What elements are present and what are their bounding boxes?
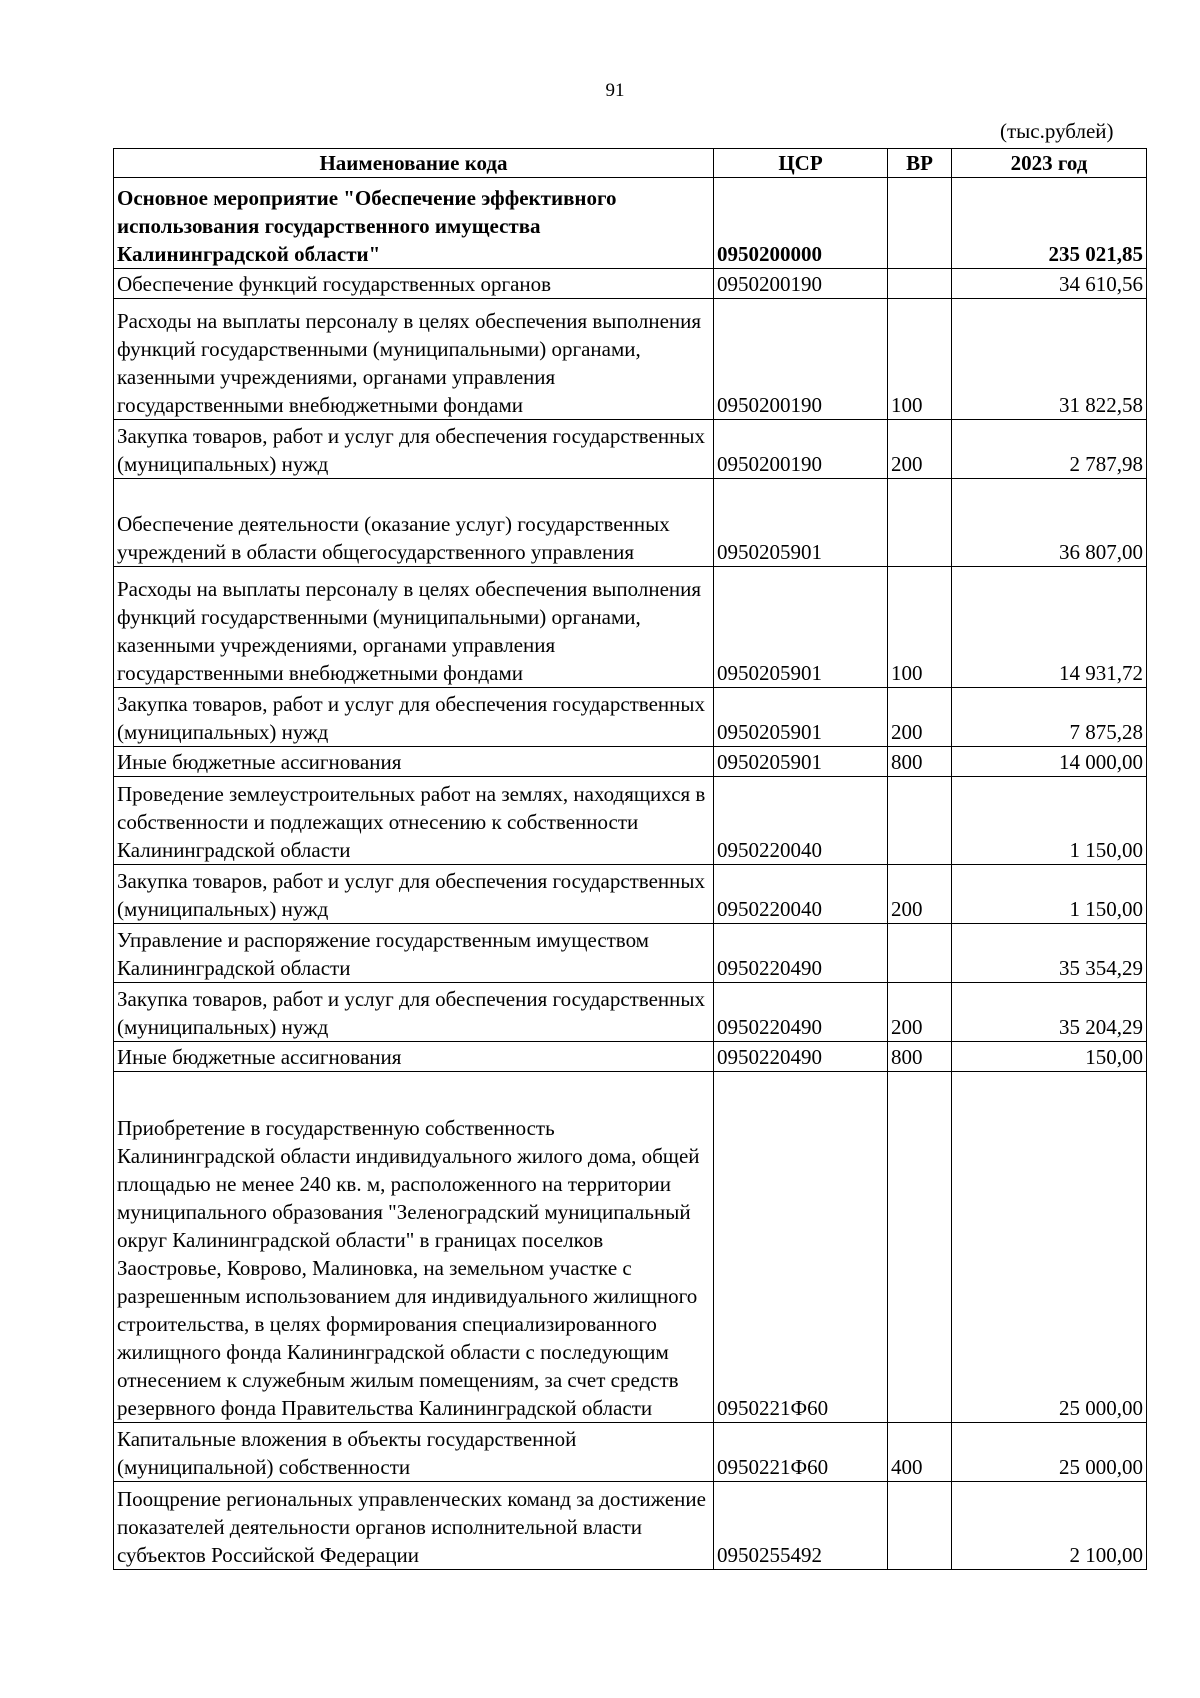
row-amount-cell: 35 204,29 [952,983,1147,1042]
table-row [114,924,1147,983]
row-amount-cell: 35 354,29 [952,924,1147,983]
row-amount-cell: 36 807,00 [952,479,1147,567]
row-vr-cell: 200 [888,688,952,747]
row-csr-cell: 0950205901 [714,747,888,777]
table-row [114,1423,1147,1482]
table-row [114,688,1147,747]
row-amount-cell: 25 000,00 [952,1423,1147,1482]
row-vr-cell [888,924,952,983]
row-name-cell: Закупка товаров, работ и услуг для обеспечения государственных (муниципальных) нужд [114,420,714,479]
page-number: 91 [605,80,625,101]
row-csr-cell: 0950220040 [714,777,888,865]
row-vr-cell: 100 [888,567,952,688]
row-csr-cell: 0950220490 [714,1042,888,1072]
header-year: 2023 год [952,149,1147,178]
row-csr-cell: 0950221Ф60 [714,1072,888,1423]
table-row [114,479,1147,567]
row-csr-cell: 0950220490 [714,983,888,1042]
row-csr-cell: 0950200190 [714,420,888,479]
row-name-cell: Иные бюджетные ассигнования [114,1042,714,1072]
row-name-cell: Закупка товаров, работ и услуг для обеспечения государственных (муниципальных) нужд [114,983,714,1042]
table-row [114,567,1147,688]
table-row [114,747,1147,777]
row-name-cell: Закупка товаров, работ и услуг для обеспечения государственных (муниципальных) нужд [114,865,714,924]
row-name-cell: Приобретение в государственную собственность Калининградской области индивидуального жилого дома, общей площадью не менее 240 кв. м, расположенного на территории муниципального образования "Зеленоградский муниципальный округ Калининградской области" в границах поселков Заостровье, Коврово, Малиновка, на земельном участке с разрешенным использованием для индивидуального жилищного строительства, в целях формирования специализированного жилищного фонда Калининградской области с последующим отнесением к служебным жилым помещениям, за счет средств резервного фонда Правительства Калининградской области [114,1072,714,1423]
row-csr-cell: 0950220040 [714,865,888,924]
row-csr-cell: 0950200190 [714,269,888,299]
header-vr: ВР [888,149,952,178]
table-row [114,299,1147,420]
row-vr-cell [888,178,952,269]
row-vr-cell: 800 [888,747,952,777]
row-csr-cell: 0950205901 [714,688,888,747]
row-vr-cell [888,777,952,865]
table-row [114,1072,1147,1423]
row-vr-cell: 400 [888,1423,952,1482]
table-row [114,269,1147,299]
row-amount-cell: 1 150,00 [952,865,1147,924]
row-name-cell: Управление и распоряжение государственным имуществом Калининградской области [114,924,714,983]
row-name-cell: Проведение землеустроительных работ на землях, находящихся в собственности и подлежащих отнесению к собственности Калининградской области [114,777,714,865]
row-name-cell: Расходы на выплаты персоналу в целях обеспечения выполнения функций государственными (муниципальными) органами, казенными учреждениями, органами управления государственными внебюджетными фондами [114,567,714,688]
row-csr-cell: 0950200190 [714,299,888,420]
row-name-cell: Обеспечение функций государственных органов [114,269,714,299]
row-vr-cell: 200 [888,420,952,479]
row-vr-cell: 200 [888,983,952,1042]
row-csr-cell: 0950221Ф60 [714,1423,888,1482]
row-vr-cell: 800 [888,1042,952,1072]
row-vr-cell [888,479,952,567]
row-amount-cell: 14 931,72 [952,567,1147,688]
row-amount-cell: 2 100,00 [952,1482,1147,1570]
row-amount-cell: 31 822,58 [952,299,1147,420]
units-label: (тыс.рублей) [1000,119,1114,143]
row-amount-cell: 1 150,00 [952,777,1147,865]
row-csr-cell: 0950200000 [714,178,888,269]
row-vr-cell [888,1072,952,1423]
row-name-cell: Капитальные вложения в объекты государственной (муниципальной) собственности [114,1423,714,1482]
header-csr: ЦСР [714,149,888,178]
row-name-cell: Основное мероприятие "Обеспечение эффективного использования государственного имущества Калининградской области" [114,178,714,269]
row-vr-cell [888,1482,952,1570]
table-body [114,178,1147,1570]
table-header-row [114,149,1147,178]
table-row [114,420,1147,479]
row-name-cell: Обеспечение деятельности (оказание услуг) государственных учреждений в области общегосударственного управления [114,479,714,567]
budget-table [113,148,1147,1570]
table-row [114,983,1147,1042]
row-name-cell: Иные бюджетные ассигнования [114,747,714,777]
row-vr-cell: 100 [888,299,952,420]
row-name-cell: Поощрение региональных управленческих команд за достижение показателей деятельности органов исполнительной власти субъектов Российской Федерации [114,1482,714,1570]
row-amount-cell: 150,00 [952,1042,1147,1072]
row-name-cell: Расходы на выплаты персоналу в целях обеспечения выполнения функций государственными (муниципальными) органами, казенными учреждениями, органами управления государственными внебюджетными фондами [114,299,714,420]
row-amount-cell: 7 875,28 [952,688,1147,747]
row-vr-cell: 200 [888,865,952,924]
row-amount-cell: 235 021,85 [952,178,1147,269]
row-amount-cell: 14 000,00 [952,747,1147,777]
row-csr-cell: 0950205901 [714,479,888,567]
table-row [114,1482,1147,1570]
row-amount-cell: 34 610,56 [952,269,1147,299]
table-row [114,178,1147,269]
row-csr-cell: 0950220490 [714,924,888,983]
table-row [114,1042,1147,1072]
table-row [114,777,1147,865]
table-row [114,865,1147,924]
header-name: Наименование кода [114,149,714,178]
row-vr-cell [888,269,952,299]
row-amount-cell: 25 000,00 [952,1072,1147,1423]
row-csr-cell: 0950205901 [714,567,888,688]
row-csr-cell: 0950255492 [714,1482,888,1570]
row-amount-cell: 2 787,98 [952,420,1147,479]
row-name-cell: Закупка товаров, работ и услуг для обеспечения государственных (муниципальных) нужд [114,688,714,747]
